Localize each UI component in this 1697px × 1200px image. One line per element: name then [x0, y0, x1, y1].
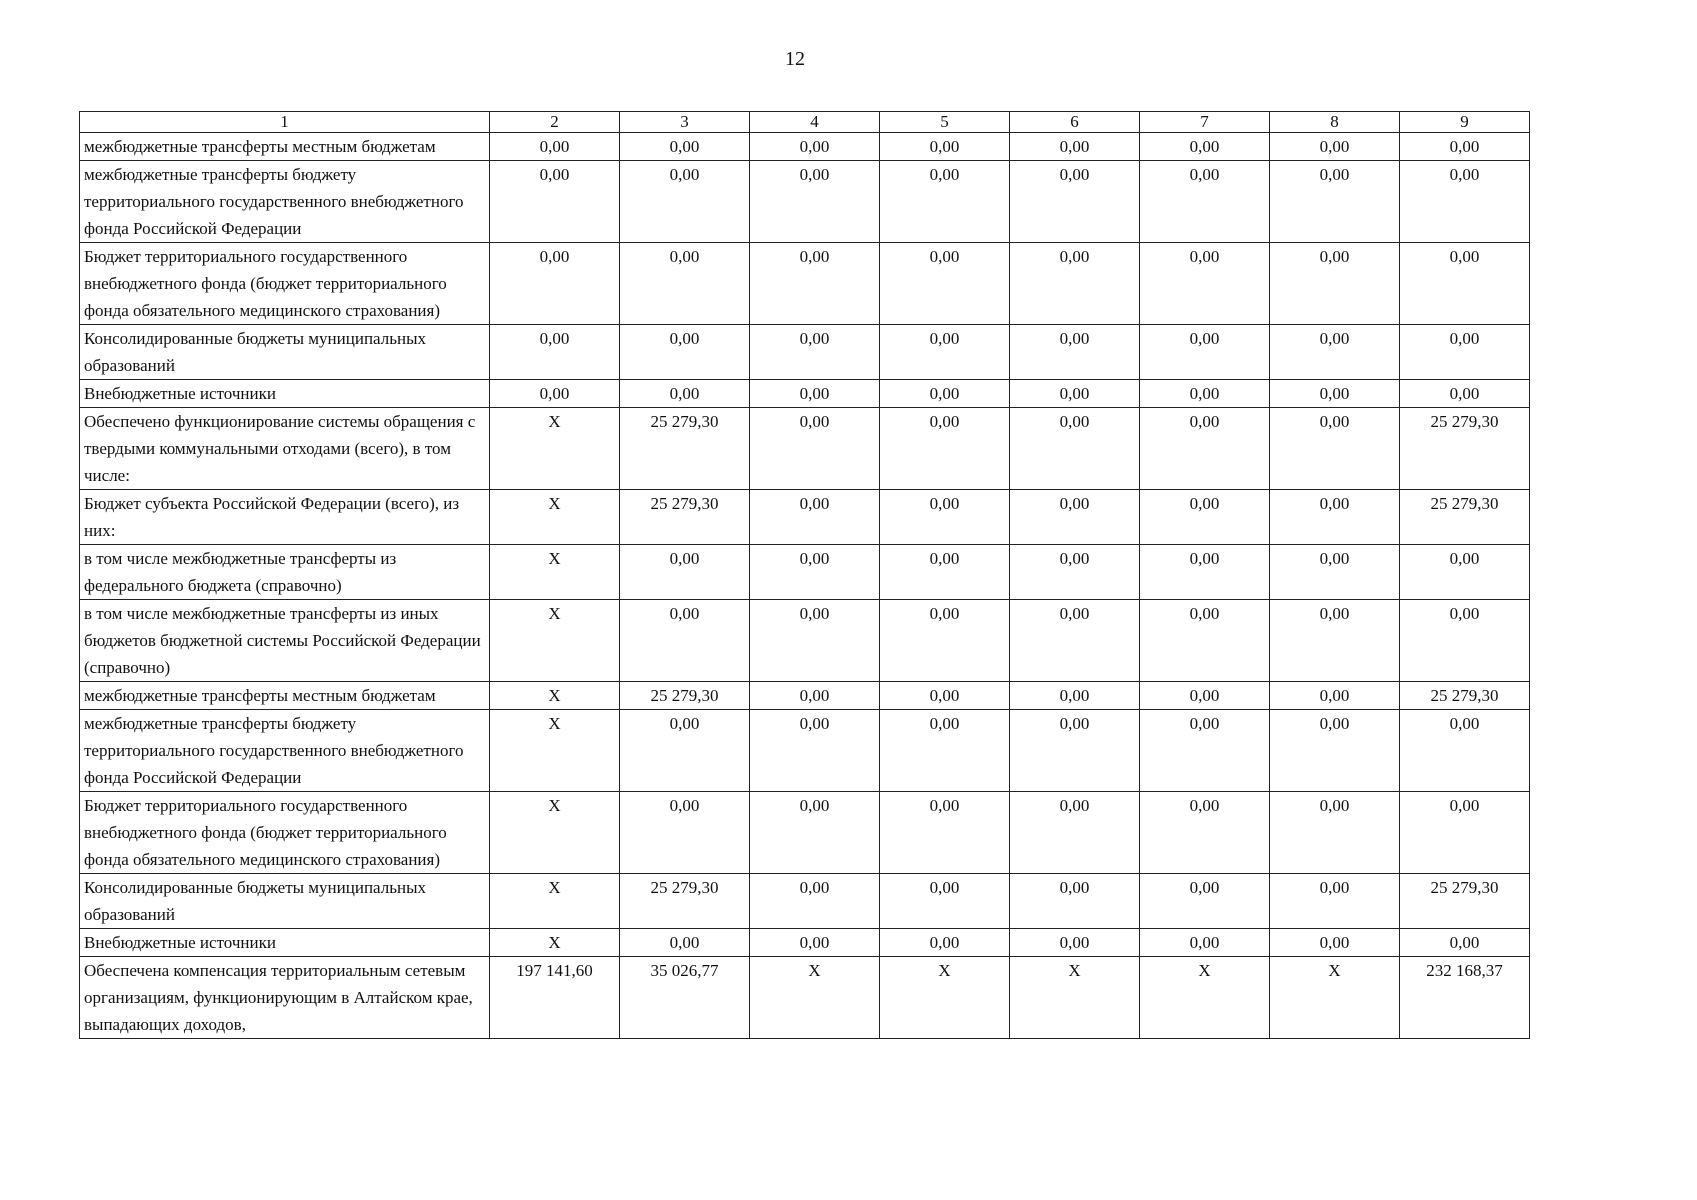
cell-value: 0,00 — [1010, 243, 1140, 325]
row-label: Консолидированные бюджеты муниципальных образований — [80, 874, 490, 929]
row-label: Бюджет субъекта Российской Федерации (всего), из них: — [80, 490, 490, 545]
cell-value: 0,00 — [490, 325, 620, 380]
cell-value: 0,00 — [750, 600, 880, 682]
cell-value: X — [880, 957, 1010, 1039]
table-row — [80, 490, 1530, 545]
row-label: Обеспечено функционирование системы обращения с твердыми коммунальными отходами (всего), в том числе: — [80, 408, 490, 490]
cell-value: 0,00 — [1010, 133, 1140, 161]
table-row — [80, 710, 1530, 792]
cell-value: 25 279,30 — [1400, 874, 1530, 929]
cell-value: 0,00 — [1140, 243, 1270, 325]
cell-value: 25 279,30 — [1400, 490, 1530, 545]
cell-value: 0,00 — [880, 710, 1010, 792]
table-row — [80, 600, 1530, 682]
table-row — [80, 325, 1530, 380]
cell-value: 0,00 — [1270, 133, 1400, 161]
cell-value: 0,00 — [1010, 682, 1140, 710]
cell-value: X — [490, 710, 620, 792]
column-header-7: 7 — [1140, 112, 1270, 133]
cell-value: 0,00 — [1400, 710, 1530, 792]
cell-value: 0,00 — [880, 929, 1010, 957]
cell-value: 0,00 — [490, 243, 620, 325]
cell-value: 0,00 — [880, 792, 1010, 874]
cell-value: 0,00 — [750, 325, 880, 380]
table-row — [80, 133, 1530, 161]
table-row — [80, 408, 1530, 490]
table-row — [80, 874, 1530, 929]
cell-value: 0,00 — [880, 133, 1010, 161]
row-label: межбюджетные трансферты бюджету территориального государственного внебюджетного фонда Российской Федерации — [80, 710, 490, 792]
cell-value: 0,00 — [620, 380, 750, 408]
cell-value: 0,00 — [1140, 490, 1270, 545]
cell-value: 0,00 — [490, 133, 620, 161]
cell-value: X — [490, 490, 620, 545]
cell-value: X — [490, 792, 620, 874]
cell-value: X — [490, 545, 620, 600]
row-label: Консолидированные бюджеты муниципальных образований — [80, 325, 490, 380]
cell-value: X — [490, 600, 620, 682]
cell-value: 0,00 — [620, 161, 750, 243]
cell-value: 0,00 — [750, 408, 880, 490]
table-row — [80, 380, 1530, 408]
column-header-6: 6 — [1010, 112, 1140, 133]
column-header-5: 5 — [880, 112, 1010, 133]
cell-value: 0,00 — [1400, 545, 1530, 600]
cell-value: 0,00 — [750, 545, 880, 600]
table-row — [80, 545, 1530, 600]
cell-value: 0,00 — [620, 325, 750, 380]
cell-value: 0,00 — [880, 161, 1010, 243]
cell-value: 0,00 — [1010, 874, 1140, 929]
cell-value: 0,00 — [1270, 408, 1400, 490]
cell-value: 0,00 — [1270, 161, 1400, 243]
cell-value: 232 168,37 — [1400, 957, 1530, 1039]
cell-value: 0,00 — [880, 243, 1010, 325]
cell-value: X — [750, 957, 880, 1039]
cell-value: 0,00 — [1010, 792, 1140, 874]
cell-value: 0,00 — [620, 545, 750, 600]
cell-value: 0,00 — [1270, 243, 1400, 325]
table-body — [80, 133, 1530, 1039]
row-label: в том числе межбюджетные трансферты из федерального бюджета (справочно) — [80, 545, 490, 600]
column-header-9: 9 — [1400, 112, 1530, 133]
cell-value: 0,00 — [1140, 600, 1270, 682]
table-row — [80, 929, 1530, 957]
row-label: межбюджетные трансферты местным бюджетам — [80, 133, 490, 161]
cell-value: 0,00 — [750, 792, 880, 874]
cell-value: 0,00 — [1400, 380, 1530, 408]
column-header-3: 3 — [620, 112, 750, 133]
cell-value: X — [490, 929, 620, 957]
cell-value: 0,00 — [1270, 710, 1400, 792]
cell-value: 0,00 — [620, 792, 750, 874]
cell-value: 0,00 — [1400, 600, 1530, 682]
cell-value: 0,00 — [1270, 545, 1400, 600]
cell-value: 0,00 — [750, 710, 880, 792]
row-label: межбюджетные трансферты местным бюджетам — [80, 682, 490, 710]
cell-value: 0,00 — [1010, 161, 1140, 243]
row-label: Внебюджетные источники — [80, 380, 490, 408]
cell-value: 0,00 — [1140, 792, 1270, 874]
cell-value: 25 279,30 — [620, 874, 750, 929]
cell-value: 0,00 — [1140, 682, 1270, 710]
cell-value: 0,00 — [1400, 161, 1530, 243]
cell-value: 0,00 — [1010, 545, 1140, 600]
cell-value: 0,00 — [1010, 600, 1140, 682]
cell-value: 0,00 — [1400, 325, 1530, 380]
cell-value: 0,00 — [1270, 682, 1400, 710]
column-header-1: 1 — [80, 112, 490, 133]
cell-value: 0,00 — [620, 929, 750, 957]
cell-value: 0,00 — [880, 380, 1010, 408]
page-number: 12 — [785, 48, 805, 70]
cell-value: 25 279,30 — [620, 490, 750, 545]
cell-value: 25 279,30 — [1400, 408, 1530, 490]
cell-value: 0,00 — [1010, 408, 1140, 490]
row-label: Обеспечена компенсация территориальным сетевым организациям, функционирующим в Алтайском крае, выпадающих доходов, — [80, 957, 490, 1039]
table-row — [80, 682, 1530, 710]
cell-value: 0,00 — [750, 243, 880, 325]
cell-value: 0,00 — [880, 600, 1010, 682]
cell-value: 0,00 — [750, 929, 880, 957]
cell-value: X — [490, 408, 620, 490]
cell-value: 0,00 — [880, 874, 1010, 929]
cell-value: X — [1270, 957, 1400, 1039]
row-label: Внебюджетные источники — [80, 929, 490, 957]
cell-value: 0,00 — [750, 161, 880, 243]
cell-value: 25 279,30 — [620, 682, 750, 710]
row-label: в том числе межбюджетные трансферты из иных бюджетов бюджетной системы Российской Федерации (справочно) — [80, 600, 490, 682]
cell-value: 0,00 — [1400, 929, 1530, 957]
cell-value: 0,00 — [1140, 929, 1270, 957]
cell-value: 0,00 — [1270, 380, 1400, 408]
cell-value: 0,00 — [1140, 380, 1270, 408]
cell-value: 0,00 — [1270, 929, 1400, 957]
table-row — [80, 792, 1530, 874]
cell-value: X — [490, 682, 620, 710]
cell-value: 0,00 — [620, 243, 750, 325]
cell-value: 0,00 — [750, 380, 880, 408]
cell-value: X — [1010, 957, 1140, 1039]
cell-value: 25 279,30 — [620, 408, 750, 490]
cell-value: 0,00 — [1270, 874, 1400, 929]
cell-value: 0,00 — [880, 682, 1010, 710]
column-header-8: 8 — [1270, 112, 1400, 133]
cell-value: X — [490, 874, 620, 929]
row-label: Бюджет территориального государственного внебюджетного фонда (бюджет территориального фонда обязательного медицинского страхования) — [80, 243, 490, 325]
cell-value: 0,00 — [1400, 792, 1530, 874]
cell-value: 0,00 — [1140, 408, 1270, 490]
header-row — [80, 112, 1530, 133]
budget-table — [79, 111, 1530, 1039]
cell-value: 0,00 — [1400, 243, 1530, 325]
cell-value: 0,00 — [1010, 490, 1140, 545]
cell-value: 0,00 — [620, 710, 750, 792]
cell-value: 0,00 — [750, 133, 880, 161]
cell-value: 0,00 — [1270, 490, 1400, 545]
row-label: Бюджет территориального государственного внебюджетного фонда (бюджет территориального фонда обязательного медицинского страхования) — [80, 792, 490, 874]
cell-value: 0,00 — [750, 490, 880, 545]
cell-value: 0,00 — [490, 161, 620, 243]
cell-value: 0,00 — [1400, 133, 1530, 161]
table-row — [80, 957, 1530, 1039]
cell-value: 0,00 — [1140, 161, 1270, 243]
table-row — [80, 243, 1530, 325]
cell-value: 0,00 — [880, 490, 1010, 545]
cell-value: 0,00 — [1010, 380, 1140, 408]
row-label: межбюджетные трансферты бюджету территориального государственного внебюджетного фонда Российской Федерации — [80, 161, 490, 243]
cell-value: 0,00 — [1140, 545, 1270, 600]
cell-value: 0,00 — [1140, 874, 1270, 929]
cell-value: 0,00 — [1270, 792, 1400, 874]
cell-value: 0,00 — [880, 408, 1010, 490]
cell-value: 0,00 — [880, 325, 1010, 380]
cell-value: 0,00 — [1140, 325, 1270, 380]
column-header-2: 2 — [490, 112, 620, 133]
cell-value: 197 141,60 — [490, 957, 620, 1039]
cell-value: 0,00 — [1010, 929, 1140, 957]
cell-value: 0,00 — [490, 380, 620, 408]
cell-value: 0,00 — [1140, 710, 1270, 792]
cell-value: 0,00 — [750, 682, 880, 710]
cell-value: 0,00 — [750, 874, 880, 929]
cell-value: 0,00 — [1270, 325, 1400, 380]
cell-value: X — [1140, 957, 1270, 1039]
cell-value: 0,00 — [1010, 325, 1140, 380]
cell-value: 0,00 — [880, 545, 1010, 600]
cell-value: 25 279,30 — [1400, 682, 1530, 710]
cell-value: 0,00 — [1270, 600, 1400, 682]
cell-value: 0,00 — [1140, 133, 1270, 161]
column-header-4: 4 — [750, 112, 880, 133]
table-row — [80, 161, 1530, 243]
cell-value: 35 026,77 — [620, 957, 750, 1039]
cell-value: 0,00 — [1010, 710, 1140, 792]
cell-value: 0,00 — [620, 133, 750, 161]
cell-value: 0,00 — [620, 600, 750, 682]
